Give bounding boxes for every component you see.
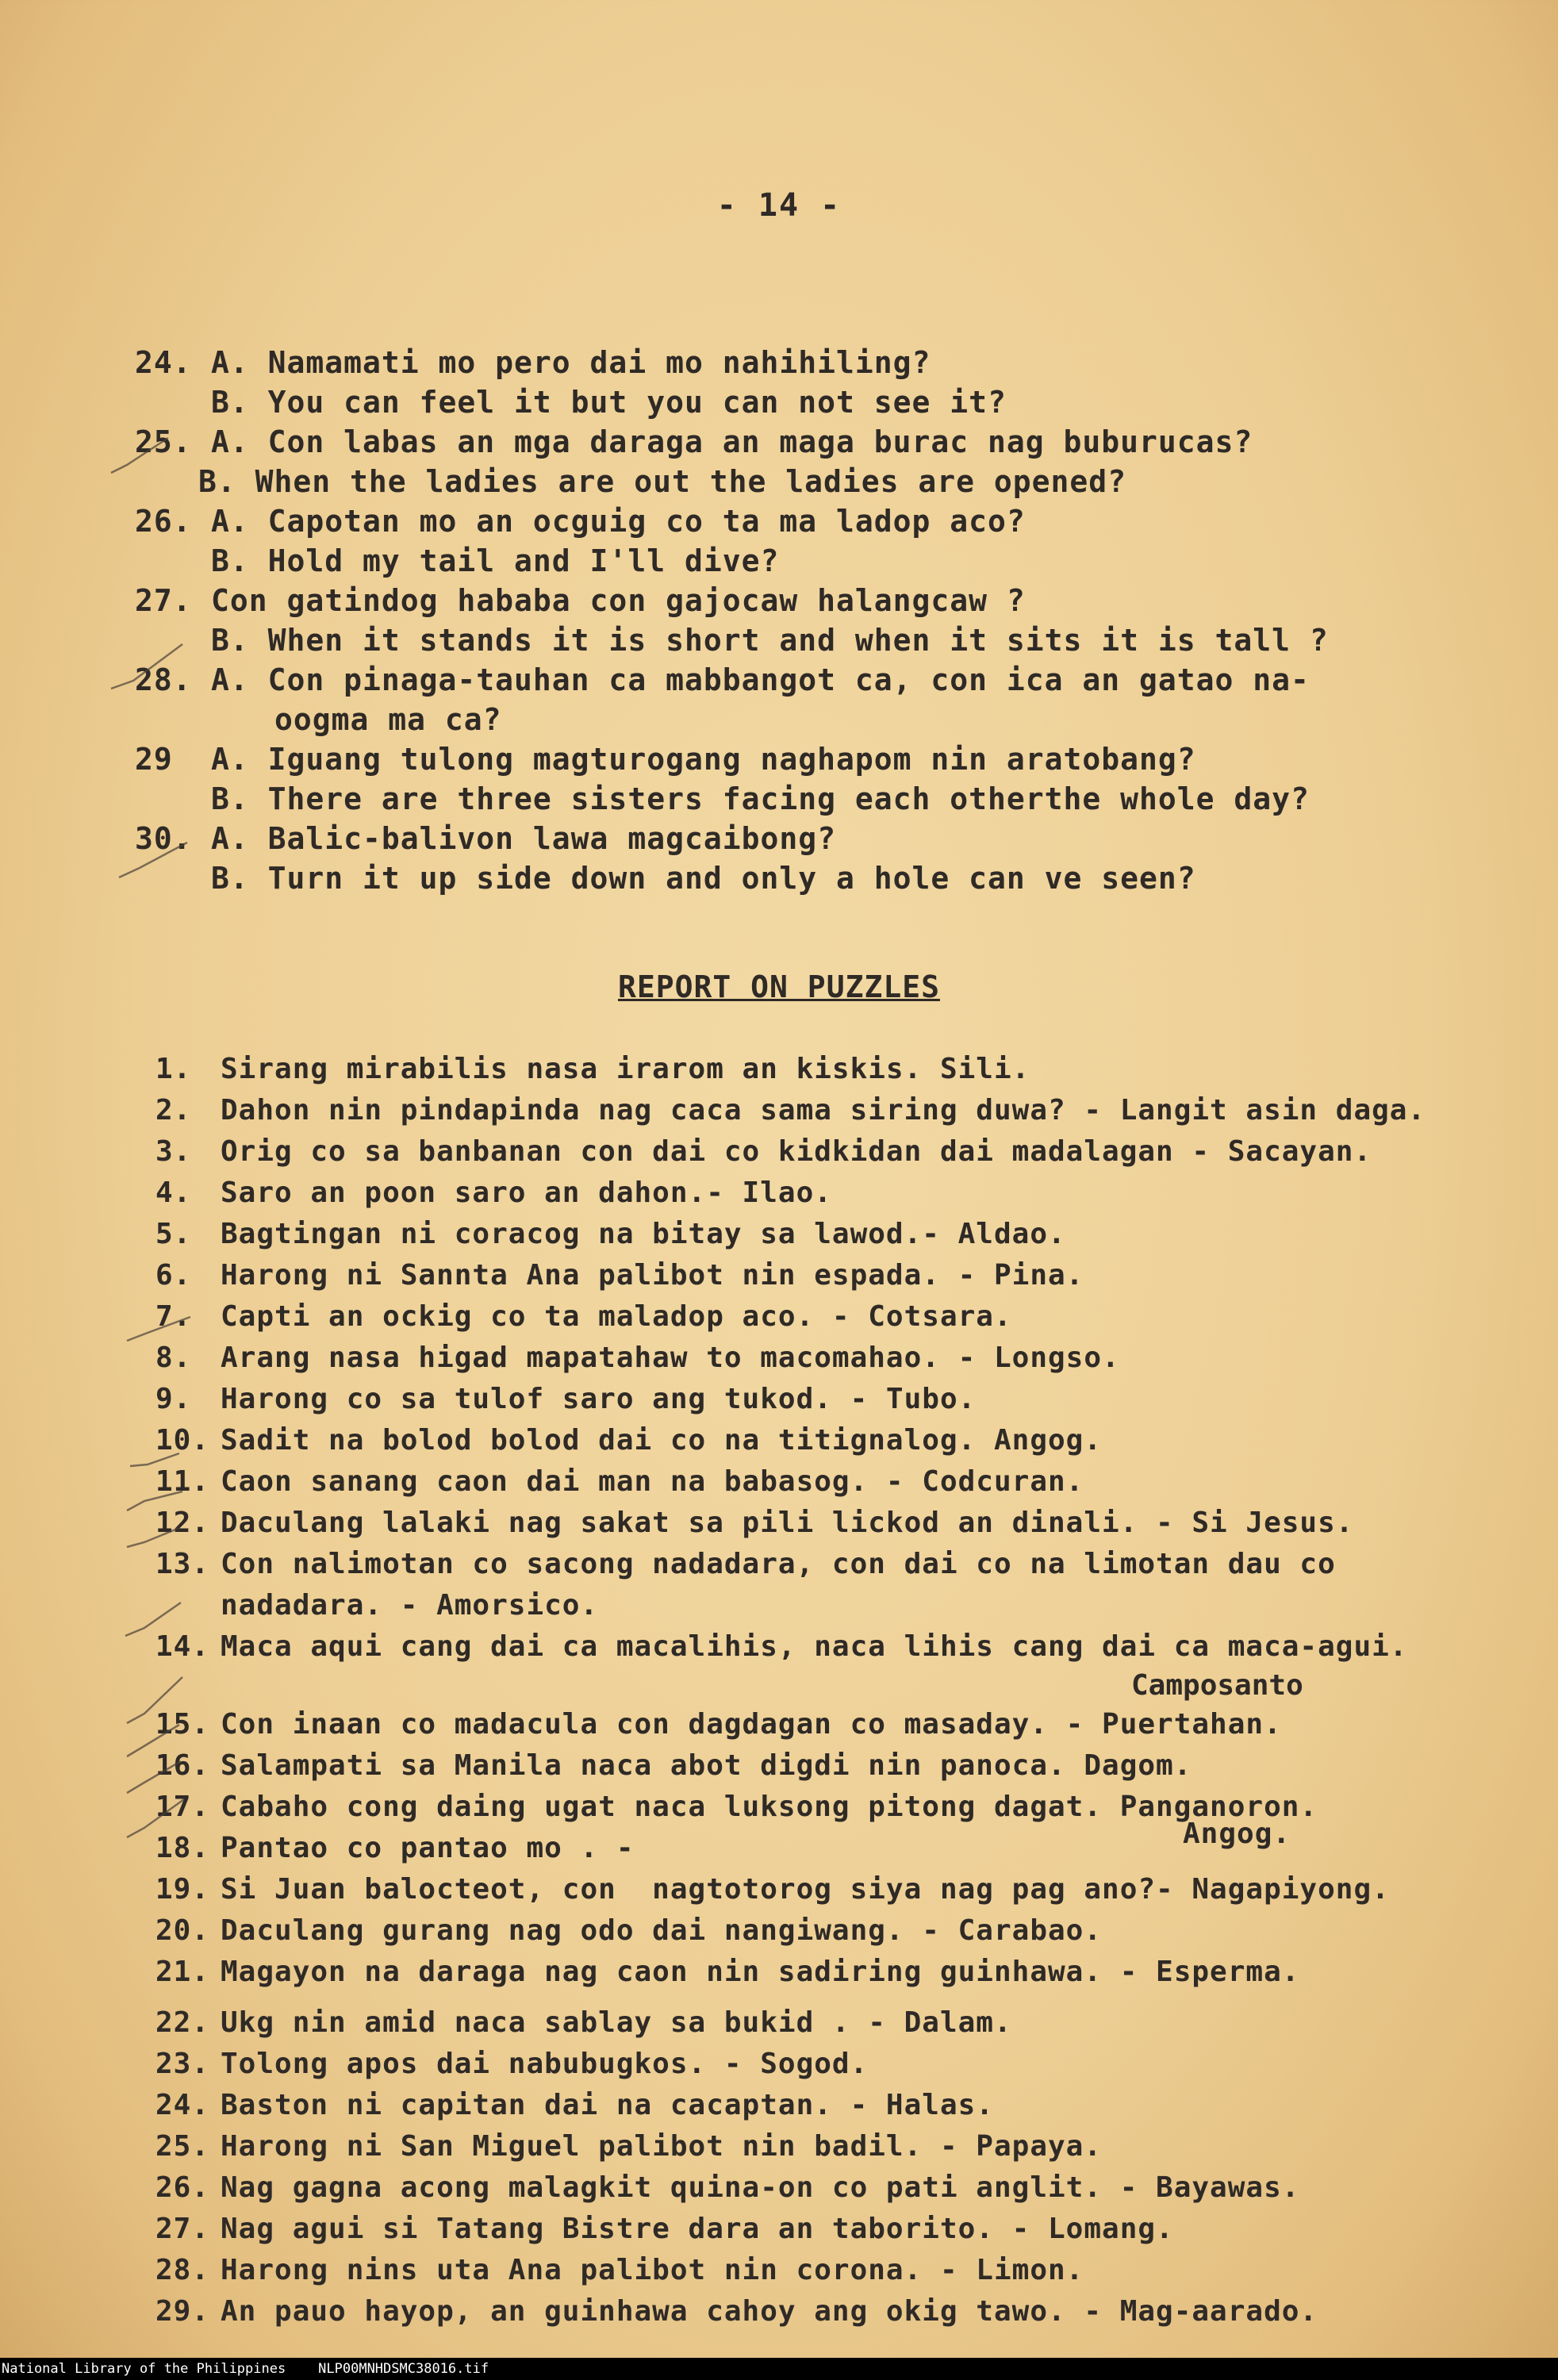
puzzle-item bbox=[155, 1503, 1520, 1544]
puzzles-list bbox=[155, 1049, 1520, 2332]
puzzle-item bbox=[155, 1745, 1520, 1787]
riddle-question: Con gatindog hababa con gajocaw halangcaw ? bbox=[211, 583, 1026, 618]
puzzle-item bbox=[155, 1626, 1520, 1668]
puzzle-text: Orig co sa banbanan con dai co kidkidan dai madalagan - Sacayan. bbox=[221, 1135, 1372, 1168]
puzzle-text: Cabaho cong daing ugat naca luksong pitong dagat. Panganoron. bbox=[221, 1791, 1318, 1823]
puzzle-item bbox=[155, 1461, 1520, 1503]
puzzle-item bbox=[155, 1420, 1520, 1461]
puzzle-number: 1. bbox=[155, 1053, 192, 1085]
puzzle-number: 28. bbox=[155, 2254, 210, 2286]
puzzle-text: Daculang gurang nag odo dai nangiwang. - Carabao. bbox=[221, 1914, 1103, 1947]
puzzle-number: 4. bbox=[155, 1177, 192, 1209]
puzzle-item bbox=[155, 1214, 1520, 1255]
riddle-item bbox=[135, 660, 1515, 739]
section-heading: REPORT ON PUZZLES bbox=[618, 969, 940, 1004]
puzzle-item bbox=[155, 1869, 1520, 1910]
riddle-question: A. Namamati mo pero dai mo nahihiling? bbox=[211, 345, 931, 380]
puzzle-answer: Camposanto bbox=[1131, 1669, 1303, 1702]
puzzle-item bbox=[155, 1255, 1520, 1296]
puzzle-text: Nag gagna acong malagkit quina-on co pati anglit. - Bayawas. bbox=[221, 2171, 1300, 2204]
riddle-translation: B. When it stands it is short and when it sits it is tall ? bbox=[211, 623, 1329, 658]
riddle-translation: B. Turn it up side down and only a hole can ve seen? bbox=[211, 861, 1196, 896]
puzzle-number: 27. bbox=[155, 2213, 210, 2245]
puzzle-number: 18. bbox=[155, 1832, 210, 1864]
puzzle-text: Con inaan co madacula con dagdagan co masaday. - Puertahan. bbox=[221, 1708, 1282, 1741]
riddle-question: A. Iguang tulong magturogang naghapom nin aratobang? bbox=[211, 742, 1196, 777]
puzzle-number: 13. bbox=[155, 1548, 210, 1580]
riddle-translation: B. Hold my tail and I'll dive? bbox=[211, 543, 780, 578]
riddle-number: 27. bbox=[135, 583, 192, 618]
puzzle-answer-row bbox=[155, 1668, 1520, 1704]
riddle-question-continued: oogma ma ca? bbox=[274, 702, 502, 737]
riddle-translation: B. There are three sisters facing each otherthe whole day? bbox=[211, 781, 1310, 816]
puzzle-number: 16. bbox=[155, 1749, 210, 1782]
puzzle-number: 10. bbox=[155, 1424, 210, 1457]
riddle-question: A. Capotan mo an ocguig co ta ma ladop aco? bbox=[211, 504, 1026, 539]
puzzle-item bbox=[155, 1379, 1520, 1420]
puzzle-number: 5. bbox=[155, 1218, 192, 1250]
puzzle-text: Tolong apos dai nabubugkos. - Sogod. bbox=[221, 2048, 869, 2080]
riddle-question: A. Balic-balivon lawa magcaibong? bbox=[211, 821, 836, 856]
puzzle-item bbox=[155, 1296, 1520, 1338]
riddle-number: 30. bbox=[135, 821, 192, 856]
puzzle-item bbox=[155, 1338, 1520, 1379]
riddle-translation: B. When the ladies are out the ladies are opened? bbox=[198, 464, 1127, 499]
riddle-item bbox=[135, 819, 1515, 898]
puzzle-item bbox=[155, 2167, 1520, 2209]
riddle-item bbox=[135, 739, 1515, 819]
puzzle-item bbox=[155, 1049, 1520, 1090]
puzzle-item bbox=[155, 2085, 1520, 2126]
puzzle-number: 23. bbox=[155, 2048, 210, 2080]
puzzle-item bbox=[155, 2209, 1520, 2250]
puzzle-item bbox=[155, 1952, 1520, 1993]
puzzle-number: 9. bbox=[155, 1383, 192, 1415]
puzzle-number: 3. bbox=[155, 1135, 192, 1168]
riddle-item bbox=[135, 343, 1515, 422]
puzzle-number: 14. bbox=[155, 1630, 210, 1663]
puzzle-text: Bagtingan ni coracog na bitay sa lawod.- Aldao. bbox=[221, 1218, 1066, 1250]
puzzle-text: Harong ni San Miguel palibot nin badil. - Papaya. bbox=[221, 2130, 1103, 2163]
puzzle-text: Sadit na bolod bolod dai co na titignalog. Angog. bbox=[221, 1424, 1103, 1457]
puzzle-text: Harong nins uta Ana palibot nin corona. - Limon. bbox=[221, 2254, 1084, 2286]
riddle-number: 29 bbox=[135, 742, 173, 777]
puzzle-number: 22. bbox=[155, 2006, 210, 2039]
puzzle-number: 20. bbox=[155, 1914, 210, 1947]
riddle-translation: B. You can feel it but you can not see it? bbox=[211, 385, 1007, 420]
riddles-list bbox=[135, 343, 1515, 898]
puzzle-number: 8. bbox=[155, 1342, 192, 1374]
puzzle-text: Caon sanang caon dai man na babasog. - Codcuran. bbox=[221, 1465, 1084, 1498]
riddle-number: 24. bbox=[135, 345, 192, 380]
riddle-question: A. Con pinaga-tauhan ca mabbangot ca, con ica an gatao na- bbox=[211, 662, 1310, 697]
puzzle-text: Arang nasa higad mapatahaw to macomahao. - Longso. bbox=[221, 1342, 1120, 1374]
riddle-item bbox=[135, 501, 1515, 581]
puzzle-item bbox=[155, 1544, 1520, 1585]
puzzle-item bbox=[155, 1704, 1520, 1745]
riddle-item bbox=[135, 581, 1515, 660]
puzzle-text: Daculang lalaki nag sakat sa pili lickod an dinali. - Si Jesus. bbox=[221, 1507, 1354, 1539]
puzzle-number: 6. bbox=[155, 1259, 192, 1292]
puzzle-number: 24. bbox=[155, 2089, 210, 2121]
puzzle-item bbox=[155, 2002, 1520, 2044]
puzzle-number: 11. bbox=[155, 1465, 210, 1498]
puzzle-text: Dahon nin pindapinda nag caca sama siring duwa? - Langit asin daga. bbox=[221, 1094, 1426, 1127]
puzzle-item bbox=[155, 1910, 1520, 1952]
puzzle-text: Harong ni Sannta Ana palibot nin espada. - Pina. bbox=[221, 1259, 1084, 1292]
puzzle-number: 7. bbox=[155, 1300, 192, 1333]
puzzle-number: 25. bbox=[155, 2130, 210, 2163]
puzzle-text-continued: nadadara. - Amorsico. bbox=[221, 1589, 599, 1622]
puzzle-item bbox=[155, 1173, 1520, 1214]
puzzle-item bbox=[155, 1818, 1520, 1869]
puzzle-item bbox=[155, 1090, 1520, 1131]
puzzle-item bbox=[155, 1787, 1520, 1828]
puzzle-text: Saro an poon saro an dahon.- Ilao. bbox=[221, 1177, 832, 1209]
puzzle-number: 26. bbox=[155, 2171, 210, 2204]
archive-footer: National Library of the Philippines NLP00MNHDSMC38016.tif bbox=[0, 2358, 1558, 2380]
puzzle-text: Magayon na daraga nag caon nin sadiring guinhawa. - Esperma. bbox=[221, 1956, 1300, 1988]
riddle-number: 26. bbox=[135, 504, 192, 539]
riddle-number: 28. bbox=[135, 662, 192, 697]
riddle-question: A. Con labas an mga daraga an maga burac nag buburucas? bbox=[211, 424, 1253, 459]
puzzle-item bbox=[155, 1131, 1520, 1173]
puzzle-text: Nag agui si Tatang Bistre dara an taborito. - Lomang. bbox=[221, 2213, 1174, 2245]
puzzle-text: Pantao co pantao mo . - bbox=[221, 1832, 635, 1864]
puzzle-item bbox=[155, 2126, 1520, 2167]
puzzle-number: 17. bbox=[155, 1791, 210, 1823]
puzzle-text: Maca aqui cang dai ca macalihis, naca lihis cang dai ca maca-agui. bbox=[221, 1630, 1408, 1663]
puzzle-item bbox=[155, 2250, 1520, 2291]
puzzle-number: 2. bbox=[155, 1094, 192, 1127]
puzzle-text: Salampati sa Manila naca abot digdi nin panoca. Dagom. bbox=[221, 1749, 1192, 1782]
puzzle-number: 21. bbox=[155, 1956, 210, 1988]
puzzle-number: 12. bbox=[155, 1507, 210, 1539]
puzzle-text: Con nalimotan co sacong nadadara, con dai co na limotan dau co bbox=[221, 1548, 1336, 1580]
puzzle-text: Ukg nin amid naca sablay sa bukid . - Dalam. bbox=[221, 2006, 1012, 2039]
riddle-number: 25. bbox=[135, 424, 192, 459]
puzzle-item bbox=[155, 2291, 1520, 2332]
puzzle-number: 29. bbox=[155, 2295, 210, 2328]
puzzle-text: Si Juan balocteot, con nagtotorog siya nag pag ano?- Nagapiyong. bbox=[221, 1873, 1390, 1906]
puzzle-text: Baston ni capitan dai na cacaptan. - Halas. bbox=[221, 2089, 994, 2121]
puzzle-text: Capti an ockig co ta maladop aco. - Cotsara. bbox=[221, 1300, 1012, 1333]
page-number: - 14 - bbox=[716, 187, 842, 224]
puzzle-number: 15. bbox=[155, 1708, 210, 1741]
puzzle-text: An pauo hayop, an guinhawa cahoy ang okig tawo. - Mag-aarado. bbox=[221, 2295, 1318, 2328]
puzzle-number: 19. bbox=[155, 1873, 210, 1906]
puzzle-answer: Angog. bbox=[1183, 1818, 1291, 1850]
riddle-item bbox=[135, 422, 1515, 501]
puzzle-item bbox=[155, 2044, 1520, 2085]
puzzle-text: Sirang mirabilis nasa irarom an kiskis. Sili. bbox=[221, 1053, 1030, 1085]
puzzle-text: Harong co sa tulof saro ang tukod. - Tubo. bbox=[221, 1383, 977, 1415]
